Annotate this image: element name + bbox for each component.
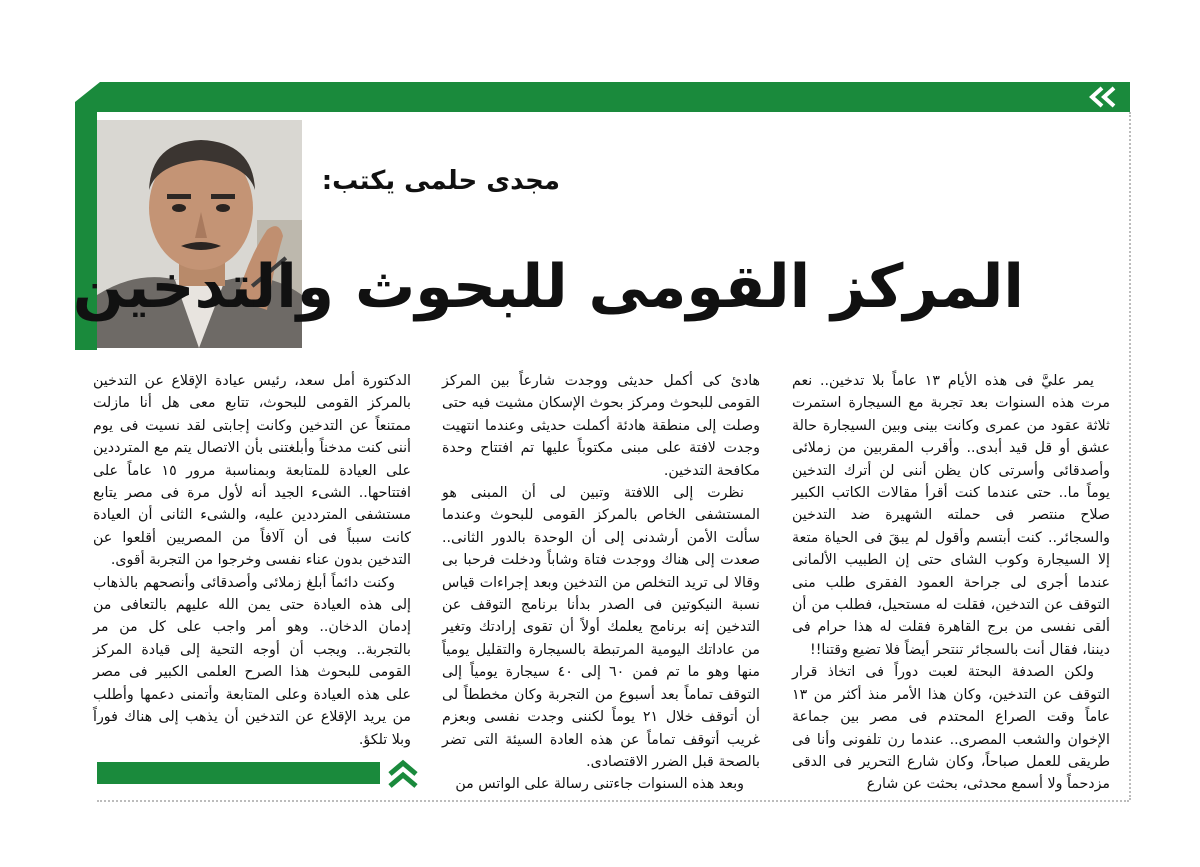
article-headline: المركز القومى للبحوث والتدخين bbox=[72, 252, 1024, 322]
article-column-3 bbox=[93, 370, 411, 751]
paragraph: وكنت دائماً أبلغ زملائى وأصدقائى وأنصحهم بالذهاب إلى هذه العيادة حتى يمن الله عليهم بالتعافى من إدمان الدخان.. وهو أمر واجب على كل من مر بالتجربة.. ويجب أن أوجه التحية إلى قيادة المركز القومى للبحوث هذا الصرح العلمى الكبير فى مصر على هذه العيادة وعلى المتابعة وأتمنى دعمها وأطلب من يريد الإقلاع عن التدخين أن يذهب إلى هناك فوراً وبلا تلكؤ. bbox=[93, 574, 411, 748]
article-byline: مجدى حلمى يكتب: bbox=[321, 166, 560, 196]
article-column-1 bbox=[792, 370, 1110, 796]
paragraph: يمر عليَّ فى هذه الأيام ١٣ عاماً بلا تدخين.. نعم مرت هذه السنوات بعد تجربة مع السيجارة استمرت ثلاثة عقود من عمرى وكانت بينى وبين السيجارة حالة عشق أو قل قيد أبدى.. وأقرب المقربين من زملائى وأصدقائى وأسرتى كان يظن أننى لن أترك التدخين يوماً ما.. حتى عندما كنت أقرأ مقالات الكاتب الكبير صلاح منتصر فى حملته الشهيرة ضد التدخين والسجائر.. كنت أبتسم وأقول لم يبقَ فى الحياة متعة إلا السيجارة وكوب الشاى حتى إن الطبيب الألمانى عندما أجرى لى جراحة العمود الفقرى طلب منى التوقف عن التدخين، فقلت له مستحيل، فطلب من أن ألقى نفسى من برج القاهرة فقلت له هذا حرام فى ديننا، فقال أنت بالسجائر تنتحر أيضاً فلا تضيع وقتنا!! bbox=[792, 373, 1110, 658]
paragraph: ولكن الصدفة البحتة لعبت دوراً فى اتخاذ قرار التوقف عن التدخين، وكان هذا الأمر منذ أكثر من ١٣ عاماً وقت الصراع المحتدم فى مصر بين جماعة الإخوان والشعب المصرى.. عندما رن تلفونى وأنا فى طريقى للعمل صباحاً، وكان شارع التحرير فى الدقى مزدحماً ولا أسمع محدثى، بحثت عن شارع bbox=[792, 664, 1110, 793]
article-column-2 bbox=[442, 370, 760, 796]
dotted-border-right bbox=[1129, 112, 1131, 800]
double-chevron-left-icon bbox=[1086, 85, 1120, 109]
paragraph: هادئ كى أكمل حديثى ووجدت شارعاً بين المركز القومى للبحوث ومركز بحوث الإسكان مشيت فيه حتى وصلت إلى منطقة هادئة أكملت حديثى وعندما انتهيت وجدت لافتة على مبنى مكتوباً عليها تم افتتاح وحدة مكافحة التدخين. bbox=[442, 373, 760, 479]
paragraph: الدكتورة أمل سعد، رئيس عيادة الإقلاع عن التدخين بالمركز القومى للبحوث، تتابع معى هل أنا مازلت ممتنعاً عن التدخين وكانت إجابتى لقد نسيت فى يوم أننى كنت مدخناً وأبلغتنى بأن الاتصال يتم مع المترددين على العيادة للمتابعة وبمناسبة مرور ١٥ عاماً على افتتاحها.. الشىء الجيد أنه لأول مرة فى مصر يتابع مستشفى المترددين عليه، والشىء الثانى أن العيادة كانت سبباً فى أن آلافاً من المصريين أقلعوا عن التدخين بدون عناء نفسى وخرجوا من التجربة أقوى. bbox=[93, 373, 411, 569]
double-chevron-up-icon bbox=[386, 757, 420, 791]
paragraph: وبعد هذه السنوات جاءتنى رسالة على الواتس من bbox=[455, 776, 744, 793]
paragraph: نظرت إلى اللافتة وتبين لى أن المبنى هو المستشفى الخاص بالمركز القومى للبحوث وعندما سألت الأمن أرشدنى إلى أن الوحدة بالدور الثانى.. صعدت إلى هناك ووجدت فتاة وشاباً ودخلت فرحبا بى وقالا لى تريد التخلص من التدخين وبعد إجراءات قياس نسبة النيكوتين فى الصدر بدأنا برنامج التوقف عن التدخين إنه برنامج يعلمك أولاً أن تقوى إرادتك وتغير من عاداتك اليومية المرتبطة بالسيجارة والتقليل يومياً منها وهو ما تم فمن ٦٠ إلى ٤٠ سيجارة يومياً إلى التوقف تماماً بعد أسبوع من التجربة وكان مخططاً لى أن أتوقف خلال ٢١ يوماً لكننى وجدت نفسى وبعزم غريب أتوقف تماماً عن هذه العادة السيئة التى تضر بالصحة قبل الضرر الاقتصادى. bbox=[442, 485, 760, 770]
dotted-border-bottom bbox=[97, 800, 1129, 802]
bottom-green-band bbox=[97, 762, 380, 784]
top-green-band bbox=[75, 82, 1130, 112]
